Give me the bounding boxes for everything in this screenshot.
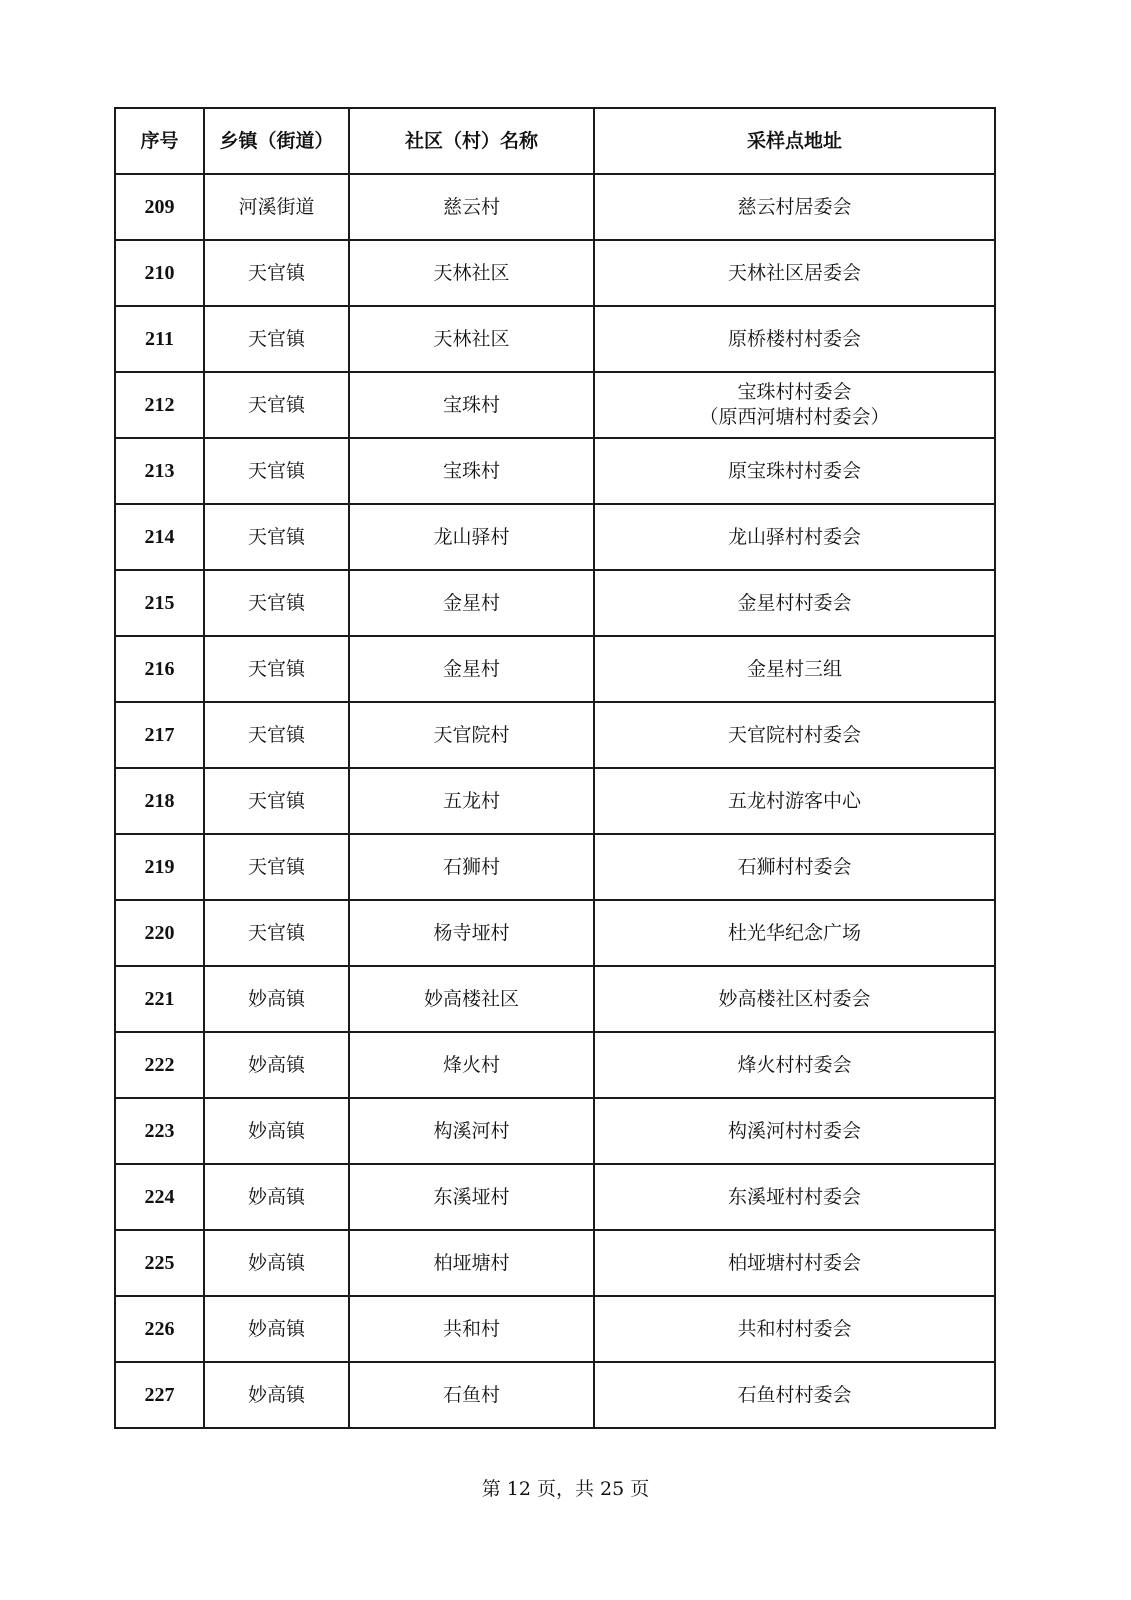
cell-community: 天官院村	[349, 702, 594, 768]
cell-address	[594, 438, 995, 504]
page-number-footer: 第 12 页，共 25 页	[481, 1478, 650, 1500]
address-line: 原宝珠村村委会	[727, 459, 861, 482]
cell-address	[594, 504, 995, 570]
cell-address	[594, 834, 995, 900]
cell-town: 妙高镇	[204, 1098, 349, 1164]
table-row	[115, 702, 995, 768]
cell-serial-number: 220	[115, 900, 204, 966]
cell-community: 杨寺垭村	[349, 900, 594, 966]
cell-community: 天林社区	[349, 240, 594, 306]
cell-town: 天官镇	[204, 636, 349, 702]
address-line: 构溪河村村委会	[727, 1119, 861, 1142]
table-row	[115, 174, 995, 240]
table-row	[115, 900, 995, 966]
cell-town: 妙高镇	[204, 1296, 349, 1362]
cell-serial-number: 211	[115, 306, 204, 372]
table-header-row	[115, 108, 995, 174]
address-line: 五龙村游客中心	[727, 789, 861, 812]
cell-community: 龙山驿村	[349, 504, 594, 570]
cell-serial-number: 226	[115, 1296, 204, 1362]
cell-address	[594, 174, 995, 240]
cell-serial-number: 213	[115, 438, 204, 504]
cell-community: 构溪河村	[349, 1098, 594, 1164]
address-line: 东溪垭村村委会	[727, 1185, 861, 1208]
cell-town: 妙高镇	[204, 1164, 349, 1230]
address-line: 天官院村村委会	[727, 723, 861, 746]
cell-community: 石鱼村	[349, 1362, 594, 1428]
cell-serial-number: 225	[115, 1230, 204, 1296]
header-serial-number: 序号	[115, 108, 204, 174]
address-line: 石鱼村村委会	[737, 1383, 852, 1406]
cell-town: 妙高镇	[204, 966, 349, 1032]
header-address: 采样点地址	[594, 108, 995, 174]
cell-address	[594, 1098, 995, 1164]
cell-serial-number: 227	[115, 1362, 204, 1428]
table-row	[115, 504, 995, 570]
cell-address	[594, 702, 995, 768]
cell-address	[594, 966, 995, 1032]
cell-address	[594, 570, 995, 636]
cell-town: 妙高镇	[204, 1032, 349, 1098]
cell-address	[594, 306, 995, 372]
cell-community: 宝珠村	[349, 438, 594, 504]
cell-community: 烽火村	[349, 1032, 594, 1098]
cell-serial-number: 219	[115, 834, 204, 900]
cell-serial-number: 222	[115, 1032, 204, 1098]
cell-address	[594, 768, 995, 834]
address-line: 金星村三组	[746, 657, 842, 680]
cell-serial-number: 218	[115, 768, 204, 834]
table-row	[115, 636, 995, 702]
address-line: 烽火村村委会	[737, 1053, 852, 1076]
address-line: 慈云村居委会	[737, 195, 852, 218]
cell-serial-number: 217	[115, 702, 204, 768]
cell-serial-number: 209	[115, 174, 204, 240]
cell-serial-number: 215	[115, 570, 204, 636]
table-row	[115, 306, 995, 372]
cell-community: 东溪垭村	[349, 1164, 594, 1230]
cell-town: 天官镇	[204, 702, 349, 768]
address-line: 龙山驿村村委会	[727, 525, 861, 548]
cell-community: 金星村	[349, 636, 594, 702]
table-row	[115, 1362, 995, 1428]
cell-community: 妙高楼社区	[349, 966, 594, 1032]
cell-town: 天官镇	[204, 834, 349, 900]
cell-address	[594, 1164, 995, 1230]
address-line: 石狮村村委会	[737, 855, 852, 878]
cell-community: 宝珠村	[349, 372, 594, 438]
cell-address	[594, 1230, 995, 1296]
cell-town: 天官镇	[204, 570, 349, 636]
cell-address	[594, 1362, 995, 1428]
cell-town: 天官镇	[204, 306, 349, 372]
table-body	[115, 174, 995, 1428]
cell-community: 金星村	[349, 570, 594, 636]
table-row	[115, 240, 995, 306]
table-row	[115, 1296, 995, 1362]
cell-serial-number: 214	[115, 504, 204, 570]
cell-address	[594, 372, 995, 438]
table-row	[115, 1230, 995, 1296]
cell-town: 天官镇	[204, 438, 349, 504]
table-row	[115, 768, 995, 834]
cell-serial-number: 224	[115, 1164, 204, 1230]
cell-town: 天官镇	[204, 504, 349, 570]
table-row	[115, 1098, 995, 1164]
header-community: 社区（村）名称	[349, 108, 594, 174]
cell-serial-number: 221	[115, 966, 204, 1032]
table-row	[115, 438, 995, 504]
cell-address	[594, 240, 995, 306]
cell-town: 天官镇	[204, 900, 349, 966]
cell-community: 天林社区	[349, 306, 594, 372]
address-line: 柏垭塘村村委会	[727, 1251, 861, 1274]
cell-community: 石狮村	[349, 834, 594, 900]
address-line: 金星村村委会	[737, 591, 852, 614]
sampling-sites-table	[114, 107, 996, 1429]
cell-town: 妙高镇	[204, 1230, 349, 1296]
address-line: 宝珠村村委会	[737, 381, 852, 403]
cell-address	[594, 636, 995, 702]
cell-community: 柏垭塘村	[349, 1230, 594, 1296]
address-line: 妙高楼社区村委会	[718, 987, 871, 1010]
cell-town: 河溪街道	[204, 174, 349, 240]
cell-address	[594, 1032, 995, 1098]
table-row	[115, 1032, 995, 1098]
cell-address	[594, 1296, 995, 1362]
table-row	[115, 966, 995, 1032]
table-row	[115, 570, 995, 636]
address-line: 天林社区居委会	[727, 261, 861, 284]
table-row	[115, 1164, 995, 1230]
table-row	[115, 834, 995, 900]
table-row	[115, 372, 995, 438]
address-line: （原西河塘村村委会）	[699, 406, 890, 428]
address-line: 原桥楼村村委会	[727, 327, 861, 350]
cell-town: 天官镇	[204, 240, 349, 306]
header-town: 乡镇（街道）	[204, 108, 349, 174]
address-line: 共和村村委会	[737, 1317, 852, 1340]
cell-serial-number: 212	[115, 372, 204, 438]
address-line: 杜光华纪念广场	[727, 921, 861, 944]
cell-serial-number: 216	[115, 636, 204, 702]
cell-town: 天官镇	[204, 372, 349, 438]
cell-town: 妙高镇	[204, 1362, 349, 1428]
cell-address	[594, 900, 995, 966]
cell-serial-number: 223	[115, 1098, 204, 1164]
cell-community: 五龙村	[349, 768, 594, 834]
cell-community: 共和村	[349, 1296, 594, 1362]
cell-town: 天官镇	[204, 768, 349, 834]
cell-community: 慈云村	[349, 174, 594, 240]
cell-serial-number: 210	[115, 240, 204, 306]
